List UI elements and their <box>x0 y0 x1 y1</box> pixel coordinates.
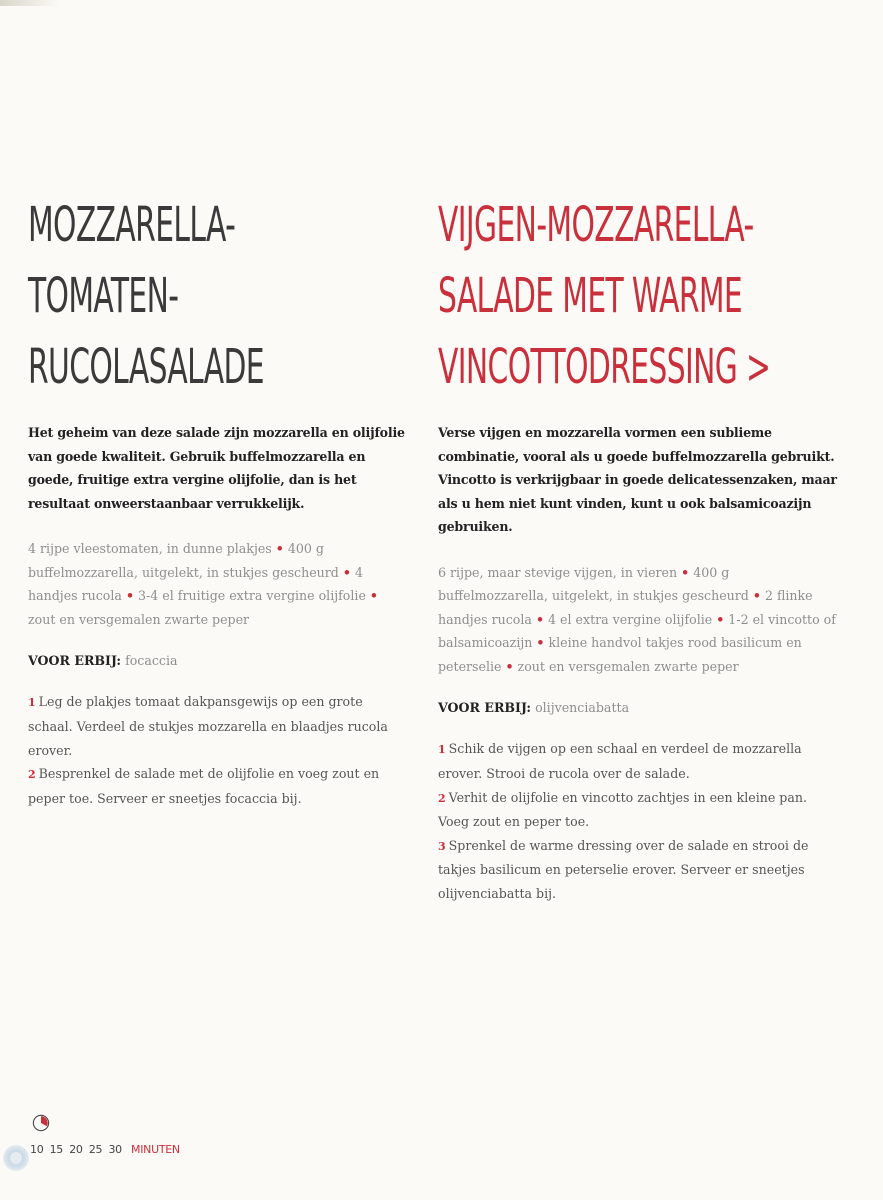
method-step <box>438 737 838 785</box>
bullet-dot: • <box>752 588 761 604</box>
step-text: Besprenkel de salade met de olijfolie en voeg zout en peper toe. Serveer er sneetjes focaccia bij. <box>28 766 380 806</box>
ingredient: 400 g buffelmozzarella, uitgelekt, in stukjes gescheurd <box>28 541 339 580</box>
step-number: 2 <box>28 768 36 782</box>
ingredient: 4 handjes rucola <box>28 564 363 604</box>
minute-unit-label: MINUTEN <box>131 1143 180 1156</box>
ingredient: 6 rijpe, maar stevige vijgen, in vieren <box>438 564 678 580</box>
recipe-intro: Verse vijgen en mozzarella vormen een sublieme combinatie, vooral als u goede buffelmozzarella gebruikt. Vincotto is verkrijgbaar in goede delicatessenzaken, maar als u hem niet kunt vinden, kunt u ook balsamicoazijn gebruiken. <box>438 425 837 534</box>
clock-icon <box>32 1114 50 1132</box>
step-number: 3 <box>438 839 446 853</box>
page-corner-mark <box>0 0 60 6</box>
method-step <box>28 690 408 762</box>
step-text: Leg de plakjes tomaat dakpansgewijs op een grote schaal. Verdeel de stukjes mozzarella en blaadjes rucola erover. <box>28 694 388 758</box>
ingredient: 3-4 el fruitige extra vergine olijfolie <box>138 588 366 604</box>
step-number: 1 <box>28 696 36 710</box>
title-line: RUCOLASALADE <box>28 339 264 395</box>
bullet-dot: • <box>369 588 378 604</box>
method-steps <box>28 690 408 810</box>
title-line: VINCOTTODRESSING > <box>438 339 771 395</box>
bullet-dot: • <box>535 611 544 627</box>
recipe-title-left <box>28 190 264 403</box>
step-text: Sprenkel de warme dressing over de salade en strooi de takjes basilicum en peterselie erover. Serveer er sneetjes olijvenciabatta bij. <box>438 837 809 902</box>
title-line: VIJGEN-MOZZARELLA- <box>438 197 754 253</box>
method-step <box>438 786 838 834</box>
recipe-intro: Het geheim van deze salade zijn mozzarella en olijfolie van goede kwaliteit. Gebruik buffelmozzarella en goede, fruitige extra vergine olijfolie, dan is het resultaat onweerstaanbaar verrukkelijk. <box>28 425 405 511</box>
title-line: MOZZARELLA- <box>28 197 236 253</box>
step-number: 2 <box>438 791 446 805</box>
minute-mark: 15 <box>49 1143 64 1156</box>
minute-mark: 20 <box>69 1143 83 1156</box>
preparation-time-scale <box>30 1143 180 1156</box>
ingredient: zout en versgemalen zwarte peper <box>28 611 250 627</box>
recipe-right <box>438 190 838 906</box>
step-text: Verhit de olijfolie en vincotto zachtjes in een kleine pan. Voeg zout en peper toe. <box>438 789 807 830</box>
ingredient: 400 g buffelmozzarella, uitgelekt, in stukjes gescheurd <box>438 564 749 604</box>
minute-mark: 25 <box>88 1143 103 1156</box>
bullet-dot: • <box>275 541 284 556</box>
title-line: TOMATEN- <box>28 268 179 324</box>
recipe-left <box>28 190 408 810</box>
title-line: SALADE MET WARME <box>438 268 743 324</box>
step-number: 1 <box>438 743 446 757</box>
ingredient: 4 el extra vergine olijfolie <box>548 611 713 627</box>
bullet-dot: • <box>125 588 134 604</box>
bullet-dot: • <box>342 564 351 580</box>
serve-with <box>28 649 408 672</box>
method-steps <box>438 737 838 905</box>
recipe-title-right <box>438 190 771 403</box>
serve-with-label: VOOR ERBIJ: <box>28 653 122 669</box>
ingredient: 4 rijpe vleestomaten, in dunne plakjes <box>28 541 272 556</box>
serve-with-value: olijvenciabatta <box>535 700 630 716</box>
ingredient: kleine handvol takjes rood basilicum en peterselie <box>438 635 802 674</box>
corner-logo-icon <box>0 1138 32 1178</box>
minute-mark: 30 <box>108 1143 122 1156</box>
minute-mark: 10 <box>30 1143 44 1156</box>
bullet-dot: • <box>681 564 690 580</box>
serve-with <box>438 696 838 719</box>
ingredient: 2 flinke handjes rucola <box>438 588 813 627</box>
serve-with-label: VOOR ERBIJ: <box>438 700 532 716</box>
bullet-dot: • <box>536 635 545 651</box>
step-text: Schik de vijgen op een schaal en verdeel de mozzarella erover. Strooi de rucola over de salade. <box>438 741 802 782</box>
ingredient-list <box>438 561 838 679</box>
ingredient: zout en versgemalen zwarte peper <box>517 658 739 674</box>
serve-with-value: focaccia <box>125 653 178 669</box>
method-step <box>28 762 408 810</box>
bullet-dot: • <box>505 658 514 674</box>
method-step <box>438 834 838 906</box>
ingredient: 1-2 el vincotto of balsamicoazijn <box>438 611 836 651</box>
ingredient-list <box>28 537 408 631</box>
bullet-dot: • <box>716 611 725 627</box>
